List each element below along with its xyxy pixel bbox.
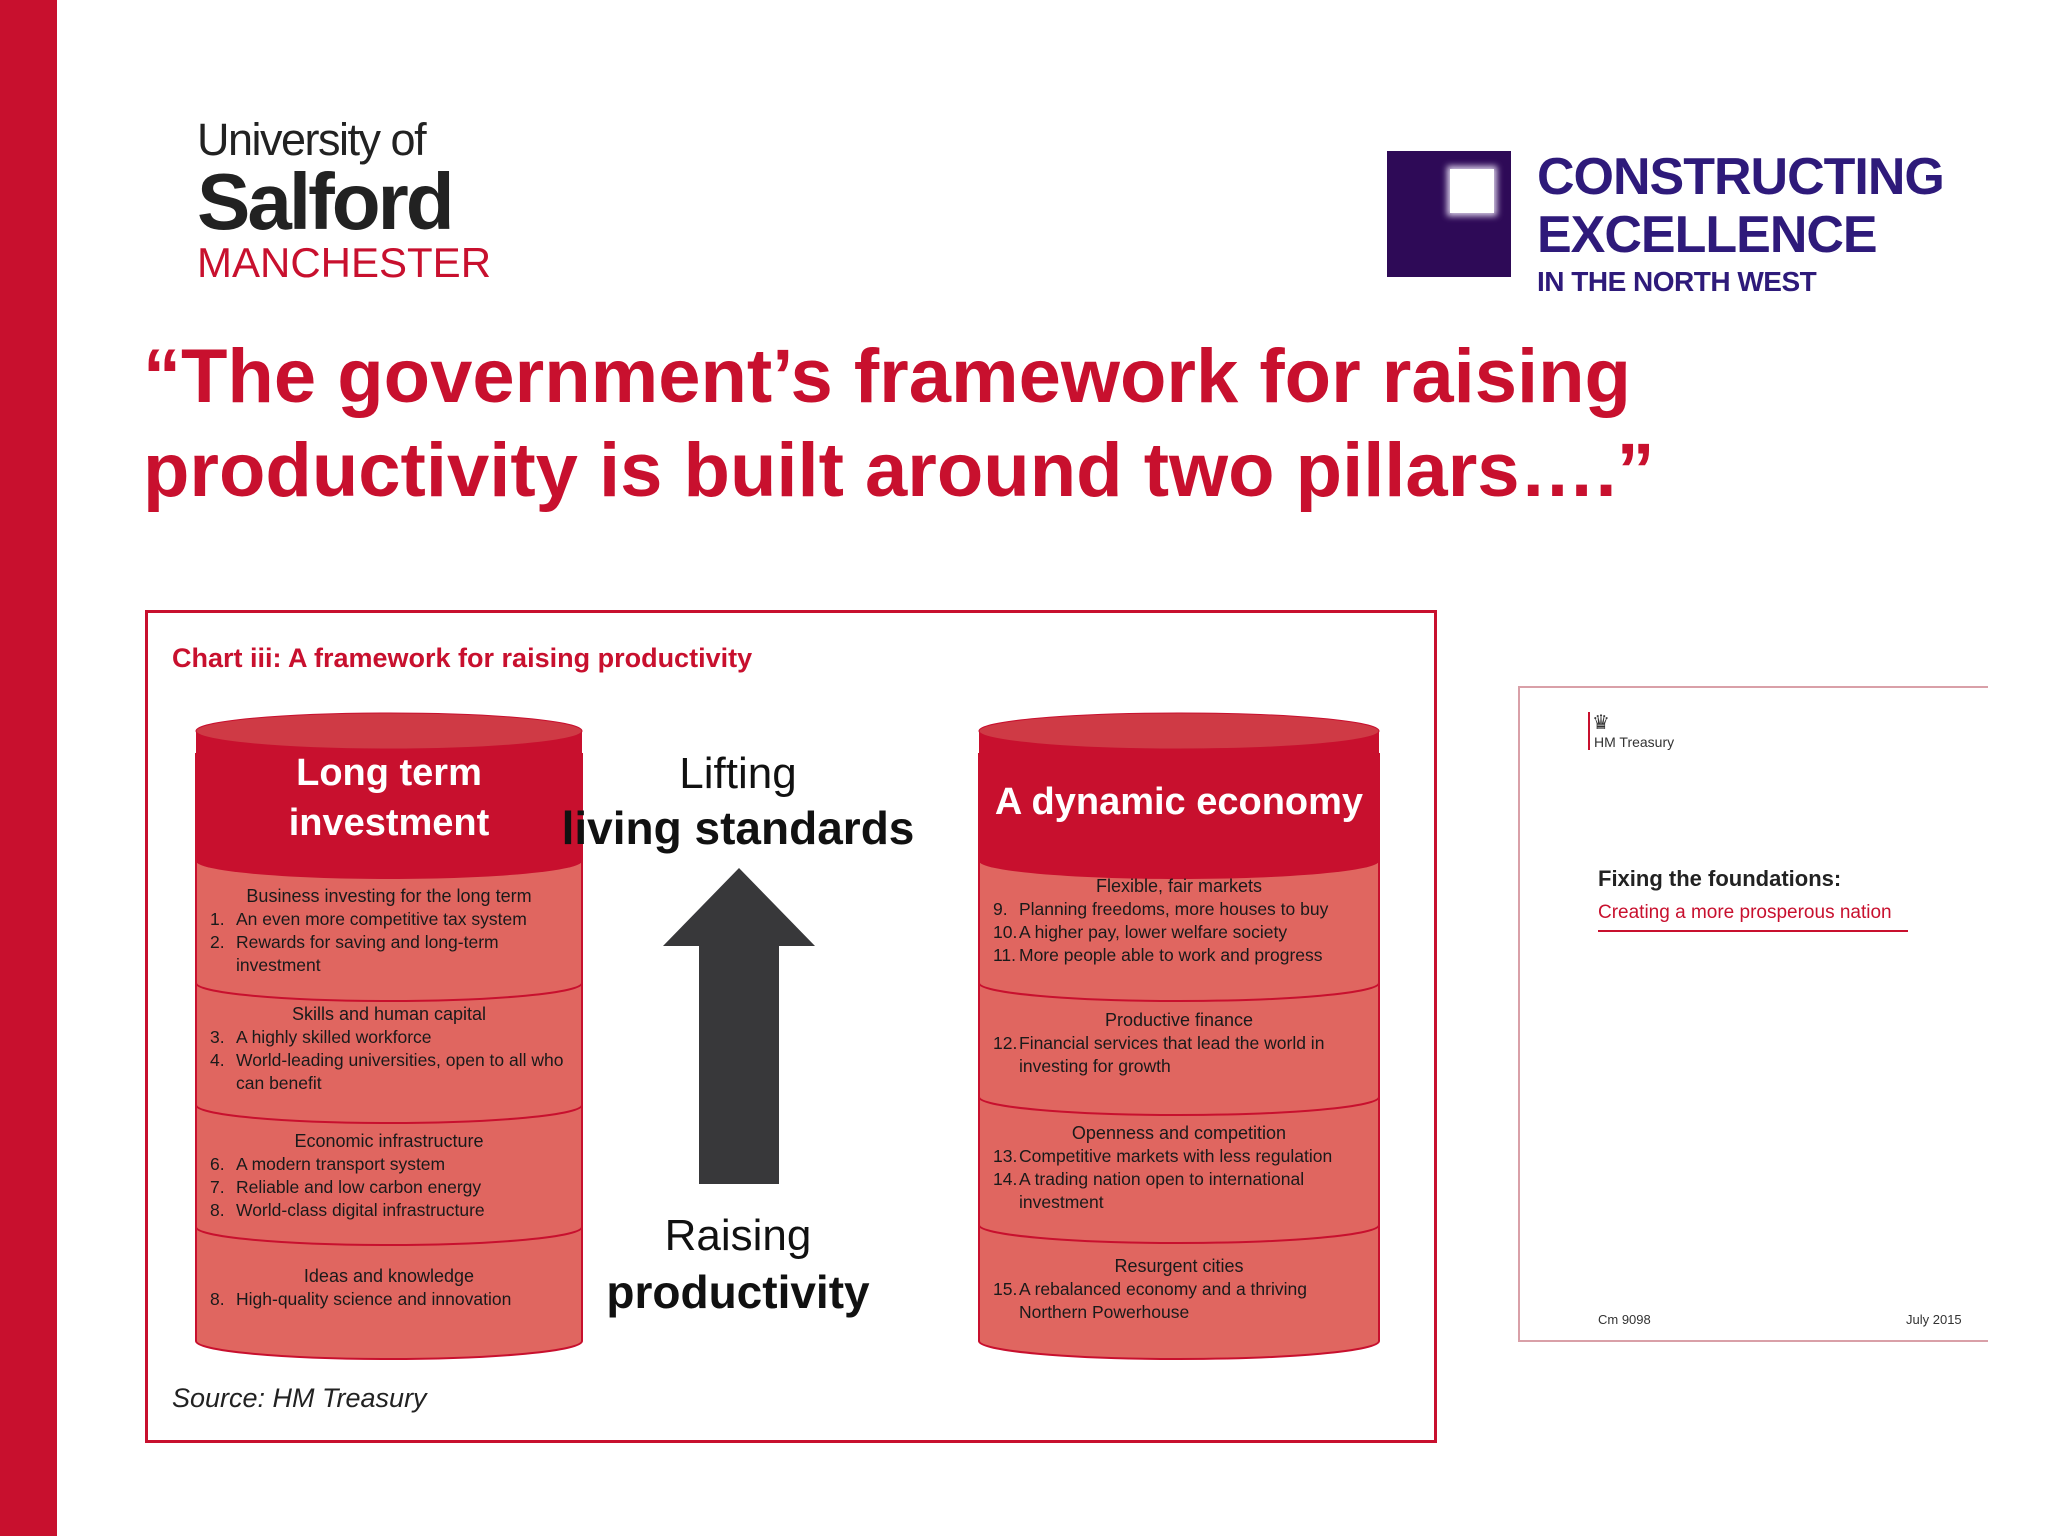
right-pillar-section: Productive finance 12. Financial services that lead the world in investing for growth [993,1010,1325,1076]
report-cover-thumbnail [1518,686,1988,1342]
chart-source: Source: HM Treasury [172,1383,427,1413]
slide-headline: “The government’s framework for raising productivity is built around two pillars….” [143,334,1655,513]
chart-title: Chart iii: A framework for raising productivity [172,643,753,673]
university-of-salford-logo: University of Salford MANCHESTER [197,114,492,286]
left-pillar-section: Economic infrastructure 6. A modern transport system 7. Reliable and low carbon energy 8. World-class digital infrastructure [210,1131,485,1220]
up-arrow [663,868,815,1184]
lifting-label: Lifting [679,749,797,798]
left-accent-bar [0,0,57,1536]
publisher-bar [1588,712,1590,750]
raising-label: Raising [664,1211,812,1260]
report-subtitle: Creating a more prosperous nation [1598,902,1892,923]
left-pillar-section: Business investing for the long term 1. An even more competitive tax system 2. Rewards for saving and long-term investment [210,886,532,975]
left-pillar-section: Ideas and knowledge 8. High-quality science and innovation [210,1266,512,1309]
left-pillar-section: Skills and human capital 3. A highly skilled workforce 4. World-leading universities, open to all who can benefit [210,1004,564,1093]
report-title: Fixing the foundations: [1598,866,1842,891]
right-pillar-section: Resurgent cities 15. A rebalanced economy and a thriving Northern Powerhouse [993,1256,1307,1322]
report-reference: Cm 9098 [1598,1312,1651,1327]
subtitle-underline [1598,930,1908,932]
living-standards-label: living standards [561,802,915,854]
framework-chart [145,610,1437,1443]
right-pillar-title: A dynamic economy [994,781,1364,823]
logo-mark-inner-square [1450,169,1494,213]
constructing-excellence-logo-mark [1387,151,1511,277]
royal-crest-icon: ♛ [1592,712,1610,734]
left-pillar-title: Long term investment [288,752,490,844]
right-pillar-section: Flexible, fair markets 9. Planning freedoms, more houses to buy 10. A higher pay, lower welfare society 11. More people able to work and progress [993,876,1329,965]
constructing-excellence-logo-text: CONSTRUCTING EXCELLENCE IN THE NORTH WEST [1537,148,1944,297]
right-pillar-section: Openness and competition 13. Competitive markets with less regulation 14. A trading nation open to international investment [993,1123,1333,1212]
productivity-label: productivity [606,1266,870,1318]
publisher-name: HM Treasury [1594,734,1675,750]
report-date: July 2015 [1906,1312,1962,1327]
